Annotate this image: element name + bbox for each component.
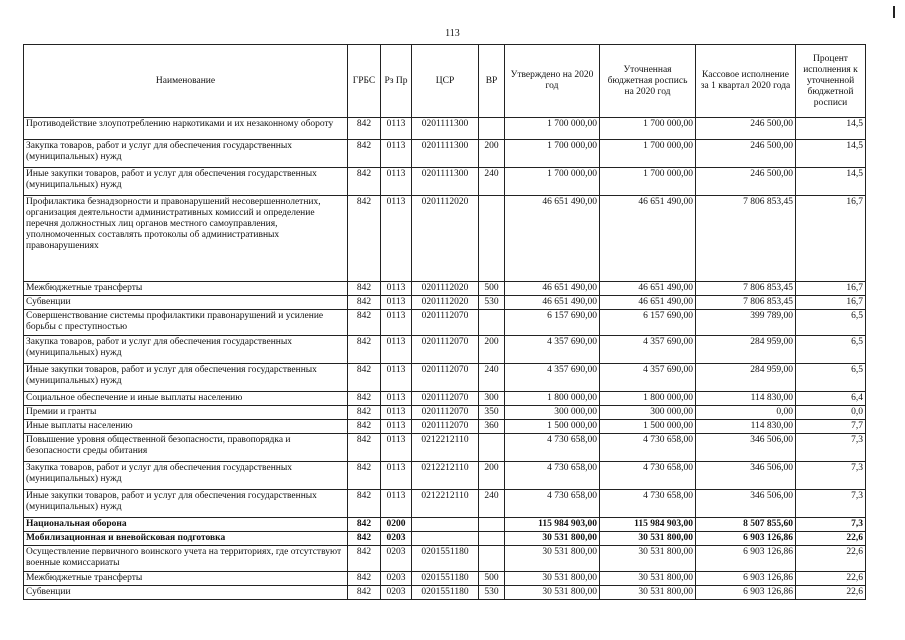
cell-refined: 30 531 800,00 [600, 586, 696, 600]
cell-approved: 1 700 000,00 [505, 168, 600, 196]
cell-rzpr: 0113 [381, 434, 412, 462]
cell-approved: 1 500 000,00 [505, 420, 600, 434]
cell-approved: 1 700 000,00 [505, 118, 600, 140]
cell-rzpr: 0113 [381, 282, 412, 296]
cell-name: Профилактика безнадзорности и правонарушений несовершеннолетних, организация деятельности административных комиссий и определение перечня должностных лиц органов местного самоуправления, уполномоченных составлять протоколы об административных правонарушениях [24, 196, 348, 282]
table-row [24, 196, 866, 282]
cell-percent: 6,4 [796, 392, 866, 406]
cell-rzpr: 0113 [381, 420, 412, 434]
cell-rzpr: 0203 [381, 572, 412, 586]
cell-refined: 1 700 000,00 [600, 118, 696, 140]
cell-percent: 7,3 [796, 490, 866, 518]
cell-cash: 346 506,00 [696, 462, 796, 490]
table-row [24, 140, 866, 168]
cell-name: Иные выплаты населению [24, 420, 348, 434]
table-row [24, 168, 866, 196]
cell-grbs: 842 [348, 490, 381, 518]
cell-rzpr: 0113 [381, 490, 412, 518]
cell-grbs: 842 [348, 140, 381, 168]
cell-cash: 346 506,00 [696, 490, 796, 518]
cell-vr [479, 518, 505, 532]
cell-name: Иные закупки товаров, работ и услуг для обеспечения государственных (муниципальных) нужд [24, 364, 348, 392]
cell-approved: 30 531 800,00 [505, 532, 600, 546]
cell-approved: 6 157 690,00 [505, 310, 600, 336]
cell-rzpr: 0113 [381, 140, 412, 168]
cell-cash: 6 903 126,86 [696, 532, 796, 546]
col-approved-header: Утверждено на 2020 год [505, 45, 600, 118]
cell-cash: 246 500,00 [696, 140, 796, 168]
cell-refined: 4 730 658,00 [600, 462, 696, 490]
cell-vr [479, 196, 505, 282]
table-row [24, 586, 866, 600]
cell-rzpr: 0200 [381, 518, 412, 532]
cell-refined: 4 357 690,00 [600, 364, 696, 392]
table-row [24, 532, 866, 546]
cell-refined: 1 800 000,00 [600, 392, 696, 406]
cell-grbs: 842 [348, 518, 381, 532]
cell-vr: 500 [479, 282, 505, 296]
cell-csr: 0201551180 [412, 546, 479, 572]
cell-name: Субвенции [24, 296, 348, 310]
cell-grbs: 842 [348, 572, 381, 586]
cell-percent: 7,7 [796, 420, 866, 434]
cell-refined: 300 000,00 [600, 406, 696, 420]
cell-cash: 6 903 126,86 [696, 586, 796, 600]
cell-cash: 399 789,00 [696, 310, 796, 336]
cell-grbs: 842 [348, 420, 381, 434]
cell-csr: 0201112070 [412, 310, 479, 336]
cell-vr: 240 [479, 168, 505, 196]
table-row [24, 518, 866, 532]
cell-rzpr: 0113 [381, 118, 412, 140]
cell-grbs: 842 [348, 532, 381, 546]
cell-refined: 6 157 690,00 [600, 310, 696, 336]
cell-percent: 22,6 [796, 586, 866, 600]
cell-csr: 0201111300 [412, 118, 479, 140]
page-number: 113 [445, 28, 460, 39]
cell-percent: 6,5 [796, 310, 866, 336]
cell-cash: 284 959,00 [696, 364, 796, 392]
cell-csr: 0201111300 [412, 140, 479, 168]
table-body [24, 118, 866, 600]
cell-csr: 0201551180 [412, 572, 479, 586]
cell-csr: 0201551180 [412, 586, 479, 600]
cell-grbs: 842 [348, 462, 381, 490]
cell-csr: 0212212110 [412, 434, 479, 462]
cell-rzpr: 0113 [381, 168, 412, 196]
cell-csr: 0201112070 [412, 336, 479, 364]
cell-csr: 0201112070 [412, 406, 479, 420]
col-grbs-header: ГРБС [348, 45, 381, 118]
cell-rzpr: 0113 [381, 336, 412, 364]
cell-percent: 22,6 [796, 572, 866, 586]
cell-approved: 4 357 690,00 [505, 336, 600, 364]
cell-percent: 0,0 [796, 406, 866, 420]
cell-cash: 7 806 853,45 [696, 196, 796, 282]
cell-name: Национальная оборона [24, 518, 348, 532]
cell-vr: 200 [479, 462, 505, 490]
cell-vr [479, 434, 505, 462]
cell-approved: 1 800 000,00 [505, 392, 600, 406]
cell-refined: 1 500 000,00 [600, 420, 696, 434]
cell-refined: 30 531 800,00 [600, 546, 696, 572]
cell-vr: 500 [479, 572, 505, 586]
cell-refined: 46 651 490,00 [600, 296, 696, 310]
cell-percent: 7,3 [796, 518, 866, 532]
cell-vr: 300 [479, 392, 505, 406]
cell-percent: 22,6 [796, 532, 866, 546]
header-row [24, 45, 866, 118]
cell-refined: 30 531 800,00 [600, 572, 696, 586]
cell-vr [479, 310, 505, 336]
cell-name: Премии и гранты [24, 406, 348, 420]
table-row [24, 282, 866, 296]
cell-grbs: 842 [348, 364, 381, 392]
cell-csr: 0201112020 [412, 196, 479, 282]
table-row [24, 406, 866, 420]
table-row [24, 434, 866, 462]
table-row [24, 546, 866, 572]
cell-approved: 46 651 490,00 [505, 196, 600, 282]
budget-table [23, 44, 866, 600]
cell-name: Закупка товаров, работ и услуг для обеспечения государственных (муниципальных) нужд [24, 140, 348, 168]
cell-approved: 115 984 903,00 [505, 518, 600, 532]
cell-rzpr: 0113 [381, 310, 412, 336]
cell-approved: 4 730 658,00 [505, 462, 600, 490]
cell-percent: 16,7 [796, 196, 866, 282]
cell-percent: 14,5 [796, 118, 866, 140]
cell-cash: 0,00 [696, 406, 796, 420]
col-refined-header: Уточненная бюджетная роспись на 2020 год [600, 45, 696, 118]
cell-name: Противодействие злоупотреблению наркотиками и их незаконному обороту [24, 118, 348, 140]
col-percent-header: Процент исполнения к уточненной бюджетной росписи [796, 45, 866, 118]
cell-rzpr: 0113 [381, 462, 412, 490]
cell-grbs: 842 [348, 392, 381, 406]
cell-name: Закупка товаров, работ и услуг для обеспечения государственных (муниципальных) нужд [24, 336, 348, 364]
cell-percent: 14,5 [796, 168, 866, 196]
table-row [24, 462, 866, 490]
cell-vr: 360 [479, 420, 505, 434]
cell-grbs: 842 [348, 434, 381, 462]
cell-grbs: 842 [348, 586, 381, 600]
col-cash-header: Кассовое исполнение за 1 квартал 2020 года [696, 45, 796, 118]
table-row [24, 364, 866, 392]
table-row [24, 490, 866, 518]
cell-approved: 1 700 000,00 [505, 140, 600, 168]
cell-rzpr: 0113 [381, 364, 412, 392]
cell-refined: 115 984 903,00 [600, 518, 696, 532]
table-row [24, 420, 866, 434]
table-row [24, 392, 866, 406]
cell-csr: 0201112020 [412, 296, 479, 310]
cell-vr: 530 [479, 296, 505, 310]
cell-cash: 114 830,00 [696, 392, 796, 406]
table-row [24, 296, 866, 310]
cell-cash: 7 806 853,45 [696, 296, 796, 310]
col-rzpr-header: Рз Пр [381, 45, 412, 118]
cell-grbs: 842 [348, 546, 381, 572]
cell-approved: 30 531 800,00 [505, 572, 600, 586]
cell-approved: 46 651 490,00 [505, 282, 600, 296]
cell-grbs: 842 [348, 118, 381, 140]
cell-percent: 6,5 [796, 364, 866, 392]
cell-refined: 46 651 490,00 [600, 196, 696, 282]
cell-csr: 0212212110 [412, 490, 479, 518]
cell-name: Субвенции [24, 586, 348, 600]
cell-csr: 0201112070 [412, 364, 479, 392]
cell-grbs: 842 [348, 282, 381, 296]
cell-name: Мобилизационная и вневойсковая подготовка [24, 532, 348, 546]
cell-name: Межбюджетные трансферты [24, 282, 348, 296]
cell-vr: 240 [479, 490, 505, 518]
cell-rzpr: 0113 [381, 196, 412, 282]
cell-grbs: 842 [348, 310, 381, 336]
cell-name: Межбюджетные трансферты [24, 572, 348, 586]
cell-percent: 16,7 [796, 296, 866, 310]
cell-name: Совершенствование системы профилактики правонарушений и усиление борьбы с преступностью [24, 310, 348, 336]
cell-refined: 46 651 490,00 [600, 282, 696, 296]
cell-rzpr: 0203 [381, 532, 412, 546]
cell-approved: 4 730 658,00 [505, 490, 600, 518]
cell-name: Иные закупки товаров, работ и услуг для обеспечения государственных (муниципальных) нужд [24, 490, 348, 518]
cell-vr [479, 118, 505, 140]
cell-name: Повышение уровня общественной безопасности, правопорядка и безопасности среды обитания [24, 434, 348, 462]
cell-grbs: 842 [348, 336, 381, 364]
cell-vr: 240 [479, 364, 505, 392]
cell-cash: 7 806 853,45 [696, 282, 796, 296]
cell-grbs: 842 [348, 196, 381, 282]
edge-mark [893, 6, 895, 18]
cell-approved: 4 357 690,00 [505, 364, 600, 392]
cell-percent: 7,3 [796, 462, 866, 490]
cell-refined: 4 730 658,00 [600, 490, 696, 518]
cell-rzpr: 0113 [381, 406, 412, 420]
table-row [24, 118, 866, 140]
cell-name: Закупка товаров, работ и услуг для обеспечения государственных (муниципальных) нужд [24, 462, 348, 490]
cell-rzpr: 0203 [381, 586, 412, 600]
cell-percent: 6,5 [796, 336, 866, 364]
cell-csr: 0201112070 [412, 420, 479, 434]
cell-approved: 300 000,00 [505, 406, 600, 420]
col-name-header: Наименование [24, 45, 348, 118]
cell-vr: 200 [479, 140, 505, 168]
cell-vr: 200 [479, 336, 505, 364]
cell-cash: 8 507 855,60 [696, 518, 796, 532]
cell-cash: 284 959,00 [696, 336, 796, 364]
cell-cash: 246 500,00 [696, 168, 796, 196]
cell-vr [479, 532, 505, 546]
cell-percent: 14,5 [796, 140, 866, 168]
cell-csr [412, 518, 479, 532]
cell-refined: 4 730 658,00 [600, 434, 696, 462]
table-row [24, 310, 866, 336]
cell-cash: 114 830,00 [696, 420, 796, 434]
cell-rzpr: 0113 [381, 296, 412, 310]
cell-vr: 530 [479, 586, 505, 600]
cell-csr: 0201112020 [412, 282, 479, 296]
cell-vr: 350 [479, 406, 505, 420]
cell-refined: 4 357 690,00 [600, 336, 696, 364]
cell-name: Социальное обеспечение и иные выплаты населению [24, 392, 348, 406]
cell-grbs: 842 [348, 168, 381, 196]
cell-csr [412, 532, 479, 546]
cell-name: Осуществление первичного воинского учета на территориях, где отсутствуют военные комиссариаты [24, 546, 348, 572]
col-csr-header: ЦСР [412, 45, 479, 118]
cell-rzpr: 0113 [381, 392, 412, 406]
cell-percent: 16,7 [796, 282, 866, 296]
cell-cash: 6 903 126,86 [696, 546, 796, 572]
cell-rzpr: 0203 [381, 546, 412, 572]
table-row [24, 336, 866, 364]
cell-refined: 1 700 000,00 [600, 140, 696, 168]
cell-approved: 46 651 490,00 [505, 296, 600, 310]
cell-vr [479, 546, 505, 572]
cell-csr: 0212212110 [412, 462, 479, 490]
cell-name: Иные закупки товаров, работ и услуг для обеспечения государственных (муниципальных) нужд [24, 168, 348, 196]
cell-cash: 346 506,00 [696, 434, 796, 462]
col-vr-header: ВР [479, 45, 505, 118]
cell-csr: 0201112070 [412, 392, 479, 406]
cell-refined: 30 531 800,00 [600, 532, 696, 546]
cell-approved: 30 531 800,00 [505, 546, 600, 572]
cell-cash: 246 500,00 [696, 118, 796, 140]
cell-csr: 0201111300 [412, 168, 479, 196]
cell-percent: 7,3 [796, 434, 866, 462]
cell-cash: 6 903 126,86 [696, 572, 796, 586]
cell-approved: 30 531 800,00 [505, 586, 600, 600]
cell-percent: 22,6 [796, 546, 866, 572]
cell-grbs: 842 [348, 406, 381, 420]
cell-grbs: 842 [348, 296, 381, 310]
cell-approved: 4 730 658,00 [505, 434, 600, 462]
table-row [24, 572, 866, 586]
cell-refined: 1 700 000,00 [600, 168, 696, 196]
